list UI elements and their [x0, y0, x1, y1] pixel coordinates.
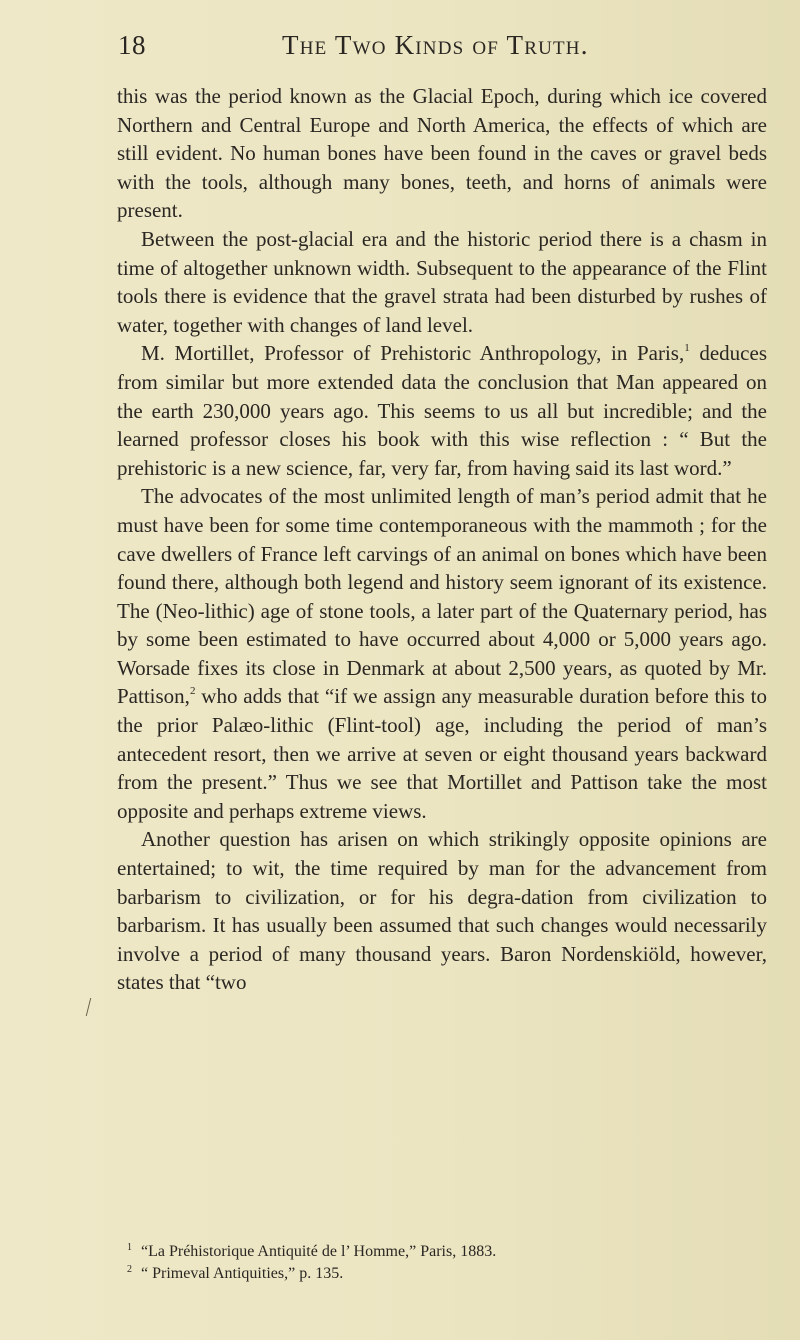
paragraph-text: Another question has arisen on which strikingly opposite opinions are entertained; to wit, the time required by man for the advancement from barbarism to civilization, or for his degra-dation from civilization to barbarism. It has usually been assumed that such changes would necessarily involve a period of many thousand years. Baron Nordenskiöld, however, states that “two — [117, 827, 767, 995]
paragraph-text: deduces from similar but more extended data the conclusion that Man appeared on the earth 230,000 years ago. This seems to us all but incredible; and the learned professor closes his book with this wise reflection : “ But the prehistoric is a new science, far, very far, from having said its last word.” — [117, 341, 767, 480]
footnotes — [117, 1241, 767, 1285]
paragraph-text: The advocates of the most unlimited length of man’s period admit that he must have been for some time contemporaneous with the mammoth ; for the cave dwellers of France left carvings of an animal on bones which have been found there, although both legend and history seem ignorant of its existence. The (Neo-lithic) age of stone tools, a later part of the Quaternary period, has by some been estimated to have occurred about 4,000 or 5,000 years ago. Worsade fixes its close in Denmark at about 2,500 years, as quoted by Mr. Pattison, — [117, 484, 767, 709]
paragraph — [117, 225, 767, 339]
paragraph-text: M. Mortillet, Professor of Prehistoric Anthropology, in Paris, — [141, 341, 685, 366]
body-text — [117, 82, 767, 997]
footnote-mark: 2 — [127, 1264, 132, 1275]
page-number: 18 — [118, 30, 146, 60]
page-header — [40, 30, 760, 70]
footnote — [117, 1241, 767, 1263]
footnote-reference: 1 — [684, 342, 690, 355]
paragraph — [117, 82, 767, 225]
footnote — [117, 1263, 767, 1285]
paragraph — [117, 482, 767, 825]
footnote-mark: 1 — [127, 1242, 132, 1253]
running-title: The Two Kinds of Truth. — [282, 30, 589, 60]
footnote-reference: 2 — [189, 685, 196, 698]
paragraph-text: this was the period known as the Glacial Epoch, during which ice covered Northern and Central Europe and North America, the effects of which are still evident. No human bones have been found in the caves or gravel beds with the tools, although many bones, teeth, and horns of animals were present. — [117, 84, 767, 223]
pencil-margin-mark — [86, 998, 97, 1016]
paragraph-text: who adds that “if we assign any measurable duration before this to the prior Palæo-lithic (Flint-tool) age, including the period of man’s antecedent resort, then we arrive at seven or eight thousand years backward from the present.” Thus we see that Mortillet and Pattison take the most opposite and perhaps extreme views. — [117, 684, 767, 823]
footnote-text: “ Primeval Antiquities,” p. 135. — [141, 1265, 344, 1282]
paragraph-text: Between the post-glacial era and the historic period there is a chasm in time of altogether unknown width. Subsequent to the appearance of the Flint tools there is evidence that the gravel strata had been disturbed by rushes of water, together with changes of land level. — [117, 226, 767, 337]
paragraph — [117, 339, 767, 482]
paragraph — [117, 825, 767, 997]
footnote-text: “La Préhistorique Antiquité de l’ Homme,” Paris, 1883. — [141, 1243, 497, 1260]
